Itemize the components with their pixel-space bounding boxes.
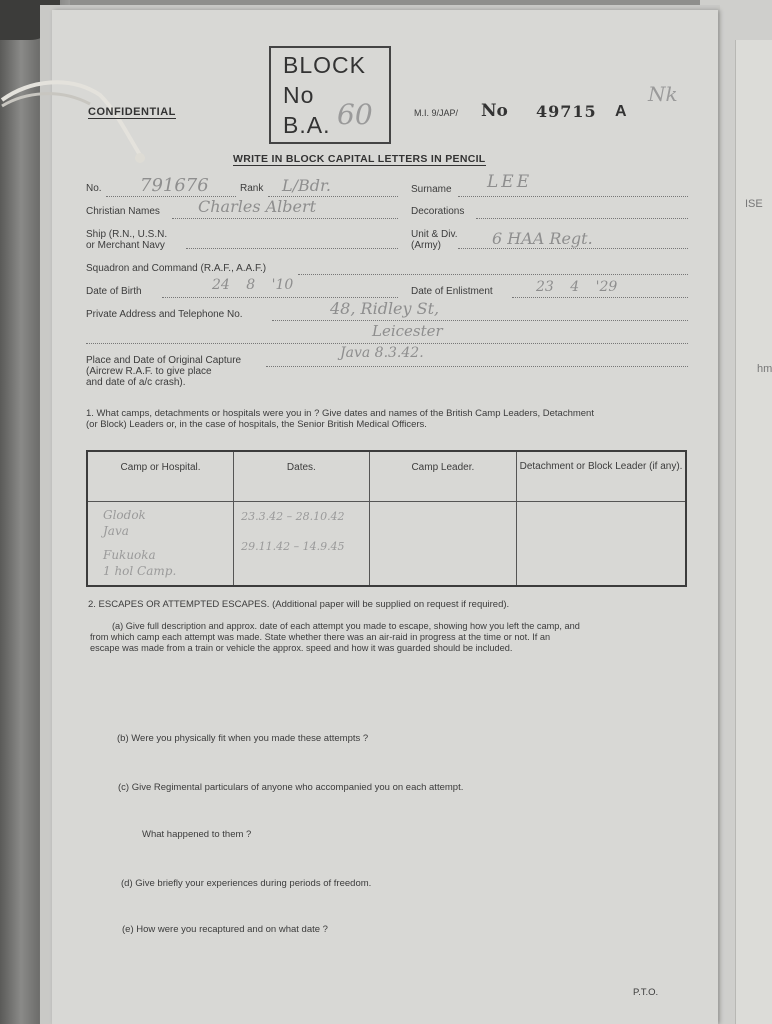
column-header-dates: Dates. <box>234 451 370 502</box>
unit-field-line <box>458 248 688 249</box>
table-cell-detachment <box>517 502 686 587</box>
section2-question-a <box>90 621 580 654</box>
enlistment-field-line <box>512 297 688 298</box>
enlistment-label: Date of Enlistment <box>411 286 493 297</box>
christian-names-value: Charles Albert <box>198 197 317 216</box>
pto-label: P.T.O. <box>633 987 659 998</box>
table-cell-leader <box>369 502 516 587</box>
instruction-heading: WRITE IN BLOCK CAPITAL LETTERS IN PENCIL <box>233 153 486 165</box>
christian-names-field-line <box>172 218 398 219</box>
address-line-2: Leicester <box>372 322 443 340</box>
dates-entry-2: 29.11.42 – 14.9.45 <box>241 540 345 553</box>
rank-label: Rank <box>240 183 264 194</box>
address-line-1: 48, Ridley St, <box>330 299 440 318</box>
section1-question-line1: 1. What camps, detachments or hospitals were you in ? Give dates and names of the British Camp Leaders, Detachment <box>86 408 594 419</box>
block-number-box <box>269 46 391 144</box>
address-label: Private Address and Telephone No. <box>86 309 243 320</box>
ship-label-line2: or Merchant Navy <box>86 240 165 251</box>
handwritten-corner-note: Nk <box>648 82 678 106</box>
background-sheet-text: hm <box>757 363 772 375</box>
block-number-label: No <box>283 82 315 108</box>
dates-entry-1: 23.3.42 – 28.10.42 <box>241 510 345 523</box>
capture-label-line1: Place and Date of Original Capture <box>86 355 242 366</box>
dob-label: Date of Birth <box>86 286 142 297</box>
section2-heading: 2. ESCAPES OR ATTEMPTED ESCAPES. (Additional paper will be supplied on request if required). <box>88 599 510 610</box>
enlistment-value: 23 4 '29 <box>536 279 618 295</box>
column-header-leader: Camp Leader. <box>369 451 516 502</box>
section1-question <box>86 408 594 430</box>
block-ba-label: B.A. <box>283 112 331 138</box>
dob-value: 24 8 '10 <box>212 277 294 293</box>
question-e: (e) How were you recaptured and on what date ? <box>122 924 328 935</box>
ship-field-line <box>186 248 398 249</box>
dob-field-line <box>162 297 398 298</box>
capture-label <box>86 355 241 388</box>
column-header-camp: Camp or Hospital. <box>87 451 234 502</box>
capture-label-line3: and date of a/c crash). <box>86 377 186 388</box>
surname-value: LEE <box>487 172 533 192</box>
squadron-label: Squadron and Command (R.A.F., A.A.F.) <box>86 263 267 274</box>
confidential-label: CONFIDENTIAL <box>88 106 176 118</box>
document-letter: A <box>615 103 627 120</box>
number-prefix: No <box>481 101 508 121</box>
background-sheet-text: ISE <box>745 198 763 210</box>
camps-table <box>86 450 687 587</box>
table-cell-camp <box>87 502 234 587</box>
table-cell-dates <box>234 502 370 587</box>
question-b: (b) Were you physically fit when you made these attempts ? <box>117 733 369 744</box>
block-label: BLOCK <box>283 52 366 78</box>
string-tie <box>0 70 170 180</box>
question-a-line1: (a) Give full description and approx. date of each attempt you made to escape, showing how you left the camp, and <box>112 621 580 631</box>
section1-question-line2: (or Block) Leaders or, in the case of hospitals, the Senior British Medical Officers. <box>86 419 427 430</box>
question-c: (c) Give Regimental particulars of anyone who accompanied you on each attempt. <box>118 782 464 793</box>
camp-entry-1: Glodok Java <box>103 508 146 538</box>
question-d: (d) Give briefly your experiences during periods of freedom. <box>121 878 372 889</box>
background-sheet-edge <box>735 40 772 1024</box>
no-label: No. <box>86 183 102 194</box>
capture-value: Java 8.3.42. <box>340 345 424 361</box>
unit-value: 6 HAA Regt. <box>492 229 593 248</box>
no-value: 791676 <box>140 175 209 196</box>
rank-value: L/Bdr. <box>282 176 331 195</box>
squadron-field-line <box>298 274 688 275</box>
address-field-line-1 <box>272 320 688 321</box>
capture-field-line <box>266 366 688 367</box>
document-number: 49715 <box>536 102 597 121</box>
table-row <box>87 502 686 587</box>
camp-entry-2: Fukuoka 1 hol Camp. <box>103 548 177 578</box>
table-header-row <box>87 451 686 502</box>
surname-field-line <box>458 196 688 197</box>
ship-label <box>86 229 167 251</box>
unit-label <box>411 229 458 251</box>
mi-reference: M.I. 9/JAP/ <box>414 108 459 118</box>
decorations-label: Decorations <box>411 206 465 217</box>
question-a-line2: from which camp each attempt was made. State whether there was an air-raid in progress at the time or not. If an <box>90 632 551 642</box>
unit-label-line2: (Army) <box>411 240 441 251</box>
surname-label: Surname <box>411 184 452 195</box>
ship-label-line1: Ship (R.N., U.S.N. <box>86 229 168 240</box>
address-field-line-2 <box>86 343 688 344</box>
capture-label-line2: (Aircrew R.A.F. to give place <box>86 366 212 377</box>
christian-names-label: Christian Names <box>86 206 160 217</box>
column-header-detachment: Detachment or Block Leader (if any). <box>517 451 686 502</box>
block-handwritten-number: 60 <box>337 98 373 131</box>
decorations-field-line <box>476 218 688 219</box>
question-c-followup: What happened to them ? <box>142 829 252 840</box>
question-a-line3: escape was made from a train or vehicle the approx. speed and how it was guarded should be included. <box>90 643 513 653</box>
unit-label-line1: Unit & Div. <box>411 229 458 240</box>
